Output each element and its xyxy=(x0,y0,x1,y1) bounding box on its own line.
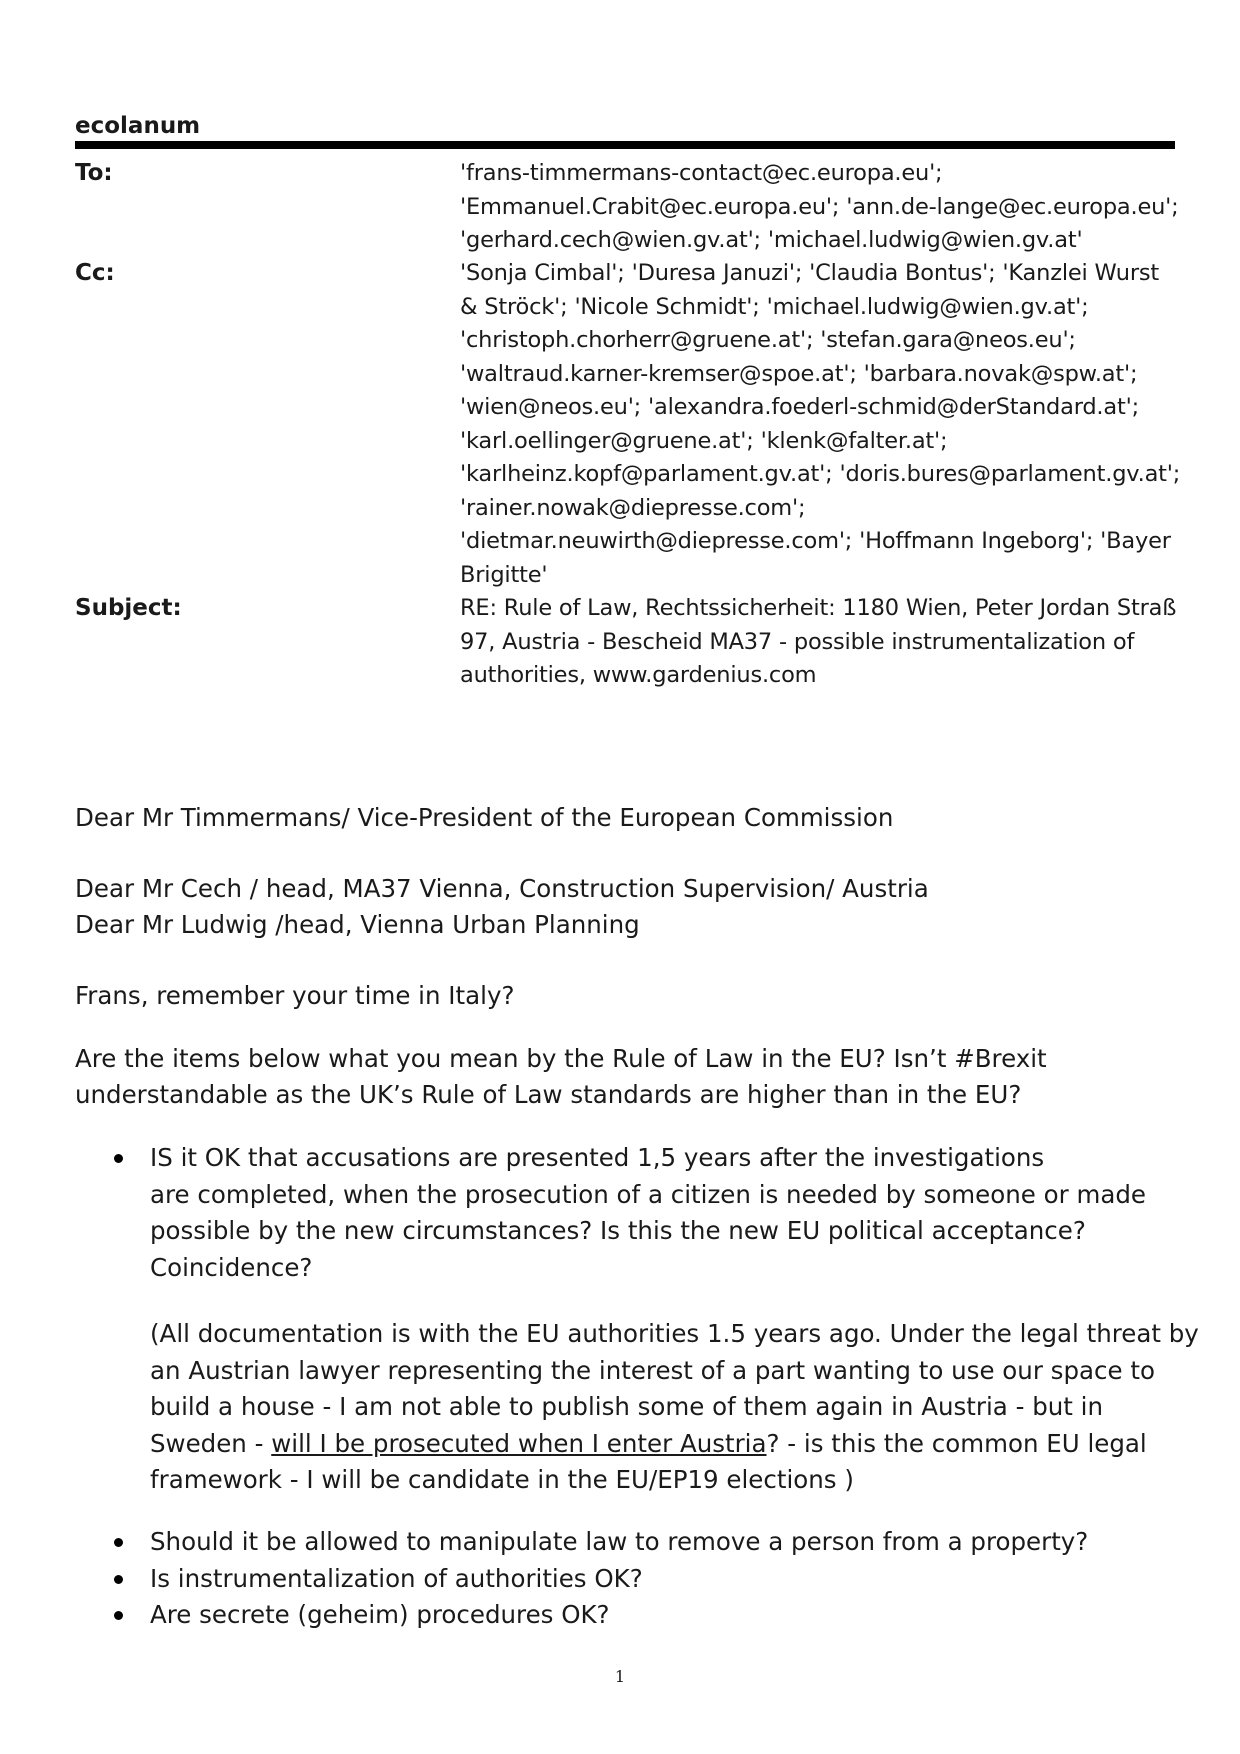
bullet-list-2 xyxy=(110,1524,1088,1634)
cc-line: 'Sonja Cimbal'; 'Duresa Januzi'; 'Claudia Bontus'; 'Kanzlei Wurst xyxy=(460,260,1160,286)
cc-line: 'dietmar.neuwirth@diepresse.com'; 'Hoffmann Ingeborg'; 'Bayer xyxy=(460,528,1171,554)
header-divider xyxy=(75,141,1175,149)
note-line: framework - I will be candidate in the EU/EP19 elections ) xyxy=(150,1465,854,1494)
subject-text xyxy=(460,592,1180,693)
greeting-cech: Dear Mr Cech / head, MA37 Vienna, Construction Supervision/ Austria xyxy=(75,874,929,903)
cc-label: Cc: xyxy=(75,260,115,286)
list-item-line: are completed, when the prosecution of a citizen is needed by someone or made xyxy=(150,1179,1146,1209)
greeting-ludwig: Dear Mr Ludwig /head, Vienna Urban Planning xyxy=(75,910,640,939)
to-recipients xyxy=(460,157,1180,258)
bullet-icon xyxy=(114,1538,123,1547)
list-item xyxy=(110,1597,1088,1634)
note-paragraph xyxy=(110,1316,1199,1499)
bullet-icon xyxy=(114,1575,123,1584)
list-item-line: possible by the new circumstances? Is this the new EU political acceptance? xyxy=(150,1216,1086,1245)
list-item-line: Coincidence? xyxy=(150,1252,313,1282)
list-item-text: Should it be allowed to manipulate law to remove a person from a property? xyxy=(150,1527,1089,1556)
bullet-icon xyxy=(114,1154,123,1163)
bullet-icon xyxy=(114,1611,123,1620)
cc-line: 'rainer.nowak@diepresse.com'; xyxy=(460,494,806,521)
underlined-question: will I be prosecuted when I enter Austria xyxy=(271,1428,767,1458)
note-text: ? - is this the common EU legal xyxy=(766,1428,1147,1458)
list-item xyxy=(110,1140,1146,1286)
cc-line: Brigitte' xyxy=(460,561,548,588)
legal-threat-note xyxy=(110,1316,1199,1499)
list-item xyxy=(110,1524,1088,1561)
note-line xyxy=(150,1426,1199,1463)
list-item xyxy=(110,1561,1088,1598)
subject-line: authorities, www.gardenius.com xyxy=(460,662,817,688)
note-line: an Austrian lawyer representing the interest of a part wanting to use our space to xyxy=(150,1355,1155,1385)
to-line: 'frans-timmermans-contact@ec.europa.eu'; xyxy=(460,160,943,186)
subject-label: Subject: xyxy=(75,595,182,621)
cc-recipients xyxy=(460,257,1180,592)
cc-line: 'christoph.chorherr@gruene.at'; 'stefan.gara@neos.eu'; xyxy=(460,327,1076,353)
cc-line: 'karl.oellinger@gruene.at'; 'klenk@falter.at'; xyxy=(460,427,948,454)
page-number: 1 xyxy=(614,1667,626,1686)
to-line: 'gerhard.cech@wien.gv.at'; 'michael.ludwig@wien.gv.at' xyxy=(460,227,1083,253)
cc-line: 'waltraud.karner-kremser@spoe.at'; 'barbara.novak@spw.at'; xyxy=(460,360,1138,387)
to-line: 'Emmanuel.Crabit@ec.europa.eu'; 'ann.de-lange@ec.europa.eu'; xyxy=(460,193,1179,220)
cc-line: 'wien@neos.eu'; 'alexandra.foederl-schmid@derStandard.at'; xyxy=(460,394,1139,420)
bullet-list-1 xyxy=(110,1140,1146,1286)
list-item-text: Is instrumentalization of authorities OK? xyxy=(150,1563,643,1593)
list-item-line: IS it OK that accusations are presented 1,5 years after the investigations xyxy=(150,1143,1045,1172)
note-line: build a house - I am not able to publish some of them again in Austria - but in xyxy=(150,1392,1104,1421)
rule-of-law-question xyxy=(75,1041,1047,1113)
cc-line: & Ströck'; 'Nicole Schmidt'; 'michael.ludwig@wien.gv.at'; xyxy=(460,293,1089,320)
cc-line: 'karlheinz.kopf@parlament.gv.at'; 'doris.bures@parlament.gv.at'; xyxy=(460,461,1181,487)
subject-line: RE: Rule of Law, Rechtssicherheit: 1180 Wien, Peter Jordan Straß xyxy=(460,595,1177,621)
subject-line: 97, Austria - Bescheid MA37 - possible instrumentalization of xyxy=(460,628,1135,655)
note-text: Sweden - xyxy=(150,1428,272,1458)
question-line: understandable as the UK’s Rule of Law standards are higher than in the EU? xyxy=(75,1080,1022,1109)
question-line: Are the items below what you mean by the Rule of Law in the EU? Isn’t #Brexit xyxy=(75,1044,1047,1073)
note-line: (All documentation is with the EU authorities 1.5 years ago. Under the legal threat by xyxy=(150,1319,1199,1348)
list-item-text: Are secrete (geheim) procedures OK? xyxy=(150,1600,610,1629)
greeting-timmermans: Dear Mr Timmermans/ Vice-President of the European Commission xyxy=(75,803,894,832)
to-label: To: xyxy=(75,160,113,186)
sender-name: ecolanum xyxy=(75,113,201,139)
frans-line: Frans, remember your time in Italy? xyxy=(75,981,515,1010)
